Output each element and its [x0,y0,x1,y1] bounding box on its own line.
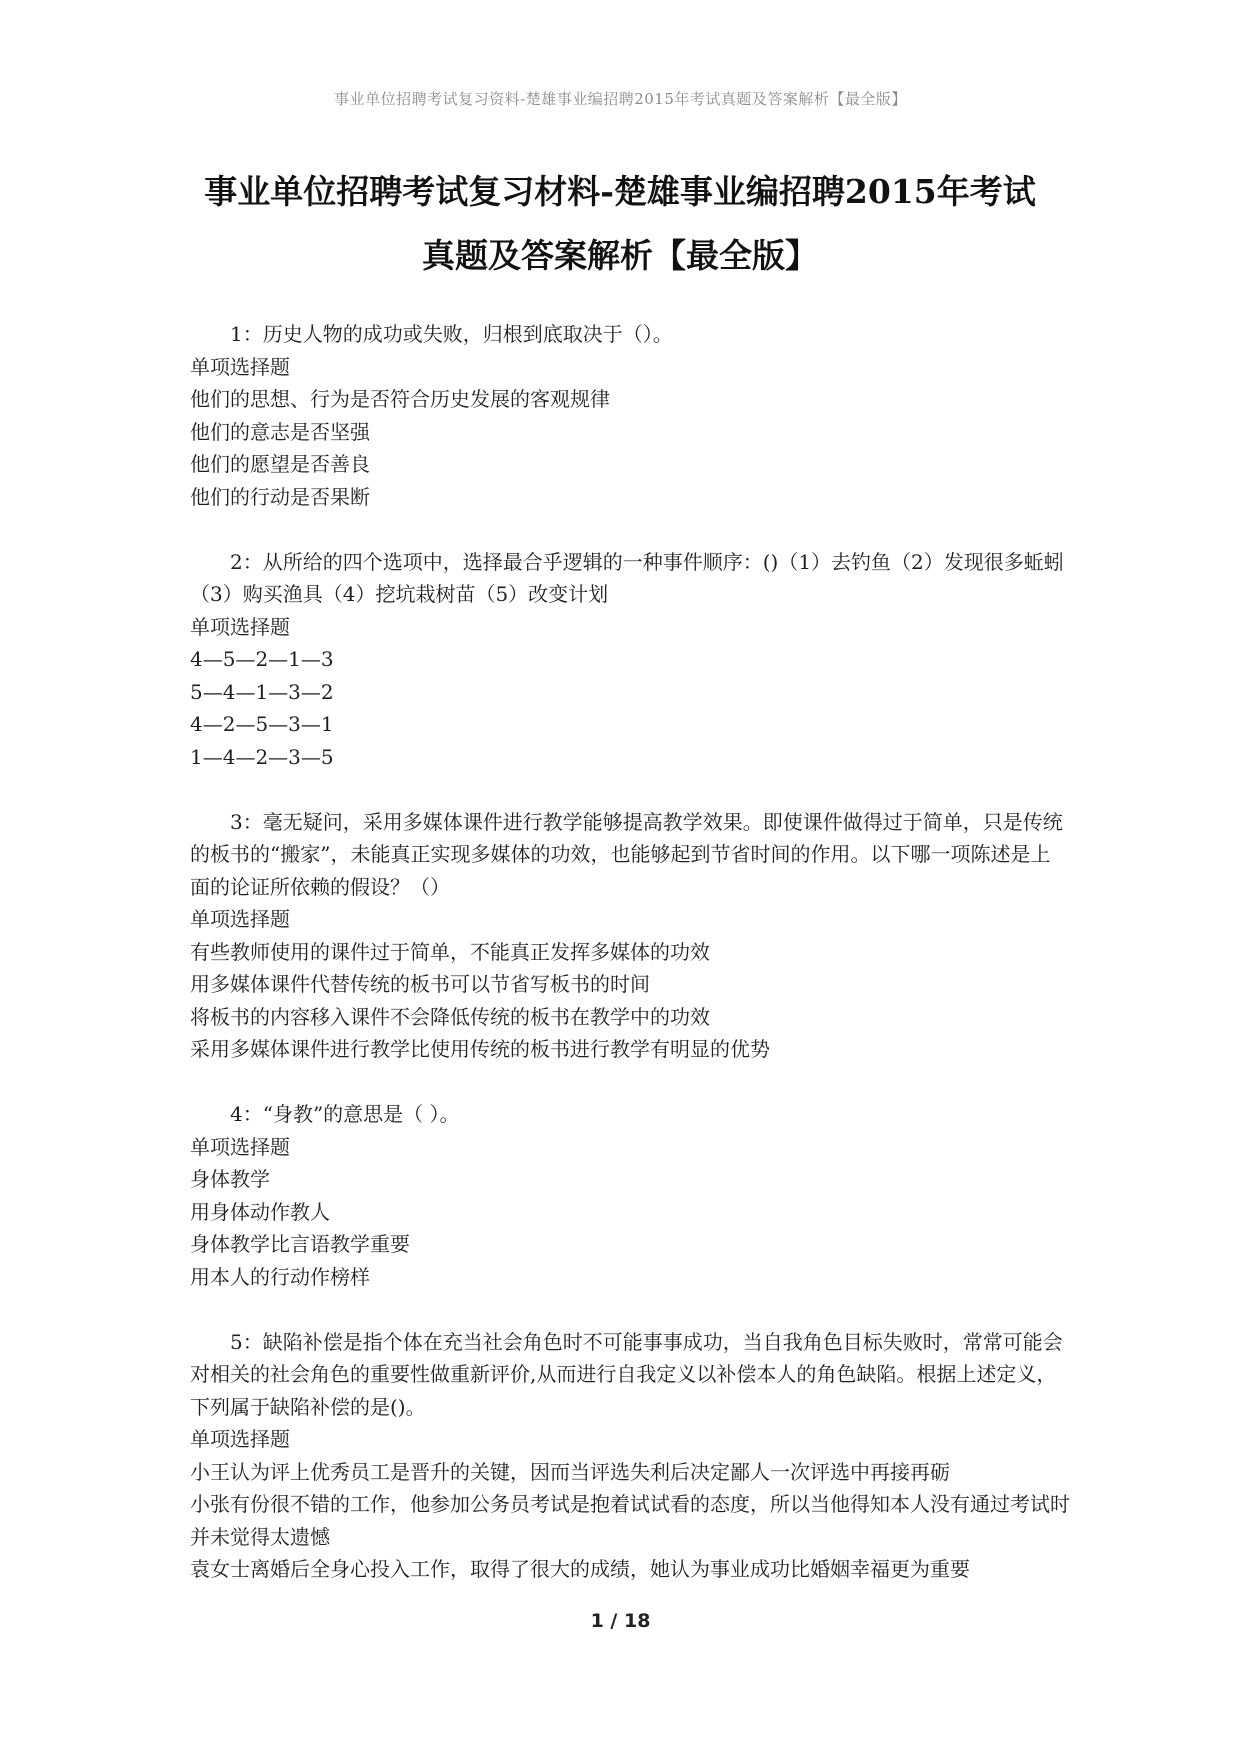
option-c: 将板书的内容移入课件不会降低传统的板书在教学中的功效 [190,1004,710,1029]
question-1 [190,318,1070,513]
option-a: 小王认为评上优秀员工是晋升的关键，因而当评选失利后决定鄙人一次评选中再接再砺 [190,1459,950,1484]
option-a: 身体教学 [190,1167,270,1191]
option-c: 4—2—5—3—1 [190,712,334,736]
option-c: 他们的愿望是否善良 [190,452,370,476]
question-type: 单项选择题 [190,1427,290,1451]
question-4 [190,1098,1070,1293]
option-a: 他们的思想、行为是否符合历史发展的客观规律 [190,387,610,411]
question-type: 单项选择题 [190,614,290,639]
page-number: 1 / 18 [590,1610,651,1632]
option-d: 他们的行动是否果断 [190,484,370,509]
question-stem: 3：毫无疑问，采用多媒体课件进行教学能够提高教学效果。即使课件做得过于简单，只是传统的板书的“搬家”，未能真正实现多媒体的功效，也能够起到节省时间的作用。以下哪一项陈述是上面的论证所依赖的假设？（） [190,809,1063,899]
option-b: 用身体动作教人 [190,1199,330,1224]
question-stem: 2：从所给的四个选项中，选择最合乎逻辑的一种事件顺序：()（1）去钓鱼（2）发现很多蚯蚓（3）购买渔具（4）挖坑栽树苗（5）改变计划 [190,549,1064,606]
question-stem: 5：缺陷补偿是指个体在充当社会角色时不可能事事成功，当自我角色目标失败时，常常可能会对相关的社会角色的重要性做重新评价,从而进行自我定义以补偿本人的角色缺陷。根据上述定义，下列属于缺陷补偿的是()。 [190,1329,1063,1419]
option-c: 身体教学比言语教学重要 [190,1232,410,1256]
question-type: 单项选择题 [190,907,290,931]
option-a: 有些教师使用的课件过于简单，不能真正发挥多媒体的功效 [190,939,710,964]
running-header: 事业单位招聘考试复习资料-楚雄事业编招聘2015年考试真题及答案解析【最全版】 [334,90,907,108]
question-stem: 4：“身教”的意思是（ ）。 [230,1102,460,1126]
question-list [190,318,1070,1618]
title-line-2: 真题及答案解析【最全版】 [422,236,818,275]
question-3 [190,806,1070,1066]
document-title [170,160,1070,288]
option-d: 1—4—2—3—5 [190,744,334,769]
title-line-1: 事业单位招聘考试复习材料-楚雄事业编招聘2015年考试 [204,172,1036,211]
option-a: 4—5—2—1—3 [190,647,334,671]
question-type: 单项选择题 [190,1134,290,1159]
option-d: 用本人的行动作榜样 [190,1264,370,1289]
option-d: 采用多媒体课件进行教学比使用传统的板书进行教学有明显的优势 [190,1037,770,1061]
option-b: 用多媒体课件代替传统的板书可以节省写板书的时间 [190,972,650,996]
option-b: 小张有份很不错的工作，他参加公务员考试是抱着试试看的态度，所以当他得知本人没有通过考试时并未觉得太遗憾 [190,1492,1070,1549]
question-5 [190,1326,1070,1586]
question-stem: 1：历史人物的成功或失败，归根到底取决于（）。 [230,322,673,346]
option-b: 他们的意志是否坚强 [190,419,370,444]
question-type: 单项选择题 [190,354,290,379]
option-b: 5—4—1—3—2 [190,679,334,704]
question-2 [190,546,1070,774]
option-c: 袁女士离婚后全身心投入工作，取得了很大的成绩，她认为事业成功比婚姻幸福更为重要 [190,1557,970,1581]
